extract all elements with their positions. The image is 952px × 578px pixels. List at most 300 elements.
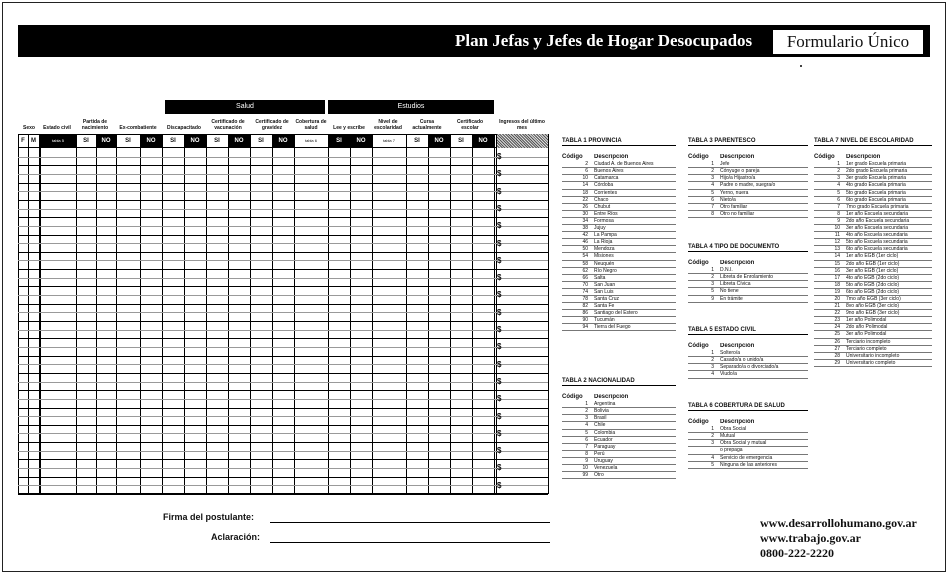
- row-description: Padre o madre, suegra/o: [720, 182, 776, 189]
- row-code: 4: [837, 182, 840, 189]
- grid-subrow-line: [18, 209, 548, 210]
- table-row: [814, 353, 932, 360]
- ingresos-dollar: $: [497, 428, 502, 438]
- table-title: TABLA 7 NIVEL DE ESCOLARIDAD: [814, 138, 932, 146]
- row-description: Perú: [594, 450, 605, 457]
- table-row: [562, 289, 676, 296]
- table-title: TABLA 5 ESTADO CIVIL: [688, 327, 808, 335]
- table-row: [562, 415, 676, 422]
- row-description: Yerno, nuera: [720, 189, 749, 196]
- row-description: La Pampa: [594, 232, 617, 239]
- row-code: 5: [711, 288, 714, 295]
- row-description: 3er año Escuela secundaria: [846, 225, 908, 232]
- table-row: [688, 281, 808, 288]
- description-header: Descripción: [720, 154, 755, 161]
- grid-row-line: [18, 269, 548, 270]
- col-cert-gravidez: Certificado de gravidez: [255, 119, 289, 131]
- grid-column-line: [206, 134, 207, 494]
- row-description: 5to año EGB (2do ciclo): [846, 281, 900, 288]
- row-code: 8: [837, 210, 840, 217]
- row-code: 99: [582, 472, 588, 479]
- table-row: [814, 225, 932, 232]
- row-description: Salta: [594, 274, 606, 281]
- row-code: 4: [711, 454, 714, 461]
- table-row: [814, 218, 932, 225]
- grid-column-line: [450, 134, 451, 494]
- row-description: Tucumán: [594, 317, 615, 324]
- table-row: [688, 462, 808, 469]
- table-header: [814, 154, 932, 160]
- row-description: Misiones: [594, 253, 614, 260]
- row-description: Jujuy: [594, 225, 606, 232]
- firma-line[interactable]: [270, 522, 550, 523]
- row-description: Catamarca: [594, 175, 619, 182]
- partida-no: NO: [96, 134, 116, 148]
- row-description: Paraguay: [594, 443, 616, 450]
- row-code: 25: [834, 331, 840, 338]
- row-code: 12: [834, 239, 840, 246]
- col-ingresos: Ingresos del último mes: [499, 119, 545, 131]
- row-description: Ninguna de las anteriores: [720, 461, 777, 468]
- row-description: 6to grado Escuela primaria: [846, 196, 906, 203]
- row-description: Libreta Cívica: [720, 281, 751, 288]
- row-code: 11: [834, 232, 840, 239]
- group-salud: Salud: [165, 100, 325, 114]
- sexo-m: M: [31, 138, 36, 144]
- grid-column-line: [228, 134, 229, 494]
- row-code: 3: [711, 175, 714, 182]
- table-title: TABLA 4 TIPO DE DOCUMENTO: [688, 244, 808, 252]
- code-header: Código: [688, 260, 709, 267]
- table-row: [562, 317, 676, 324]
- row-description: Separado/a o divorciado/a: [720, 364, 779, 371]
- row-description: Servicio de emergencia: [720, 454, 773, 461]
- table-row: [814, 296, 932, 303]
- row-code: 24: [834, 324, 840, 331]
- grid-column-line: [272, 134, 273, 494]
- table-row: [688, 204, 808, 211]
- grid-column-line: [96, 134, 97, 494]
- table-row: [562, 458, 676, 465]
- row-description: Chubut: [594, 203, 611, 210]
- row-code: 5: [837, 189, 840, 196]
- grid-column-line: [372, 134, 373, 494]
- grid-column-line: [250, 134, 251, 494]
- row-code: 90: [582, 317, 588, 324]
- table-row: [688, 455, 808, 462]
- ingresos-dollar: $: [497, 273, 502, 283]
- row-code: 26: [834, 338, 840, 345]
- row-description: Ecuador: [594, 436, 613, 443]
- row-code: 82: [582, 303, 588, 310]
- grid-column-line: [140, 134, 141, 494]
- row-description: 2do año EGB (1er ciclo): [846, 260, 900, 267]
- grid-row-line: [18, 390, 548, 391]
- table-row: [562, 182, 676, 189]
- lee-si: SI: [328, 134, 350, 148]
- row-description: Universitario incompleto: [846, 352, 900, 359]
- grid-column-line: [162, 134, 163, 494]
- row-description: Santiago del Estero: [594, 310, 638, 317]
- row-description: San Luis: [594, 288, 614, 295]
- ingresos-dollar: $: [497, 307, 502, 317]
- row-description: 8vo año EGB (3er ciclo): [846, 303, 900, 310]
- ingresos-dollar: $: [497, 203, 502, 213]
- table-row: [688, 371, 808, 378]
- row-description: 5to grado Escuela primaria: [846, 189, 906, 196]
- table-row: [562, 465, 676, 472]
- table-row: [562, 401, 676, 408]
- row-code: 1: [711, 350, 714, 357]
- table-row: [562, 472, 676, 479]
- row-code: 23: [834, 317, 840, 324]
- row-code: 7: [585, 443, 588, 450]
- code-header: Código: [688, 343, 709, 350]
- row-code: 22: [834, 310, 840, 317]
- row-description: Nieto/a: [720, 196, 736, 203]
- row-code: 6: [711, 196, 714, 203]
- row-description: Uruguay: [594, 457, 613, 464]
- row-code: 2: [711, 274, 714, 281]
- grid-column-line: [472, 134, 473, 494]
- row-code: 6: [837, 196, 840, 203]
- row-description: Corrientes: [594, 189, 618, 196]
- table-row: [814, 239, 932, 246]
- row-code: 70: [582, 281, 588, 288]
- grid-column-line: [18, 134, 19, 494]
- escolar-si: SI: [458, 138, 464, 144]
- tabla-provincia: [562, 138, 676, 331]
- row-description: No tiene: [720, 288, 739, 295]
- row-description: 2do año Polimodal: [846, 324, 888, 331]
- grid-subrow-line: [18, 399, 548, 400]
- row-code: 18: [582, 189, 588, 196]
- grid-subrow-line: [18, 451, 548, 452]
- grid-row-line: [18, 252, 548, 253]
- table-row: [688, 274, 808, 281]
- gravidez-no: NO: [272, 134, 294, 148]
- row-code: 1: [711, 161, 714, 168]
- col-lee-escribe: Lee y escribe: [333, 125, 365, 131]
- grid-row-line: [18, 494, 548, 495]
- row-code: 14: [834, 253, 840, 260]
- table-row: [562, 437, 676, 444]
- grid-column-line: [328, 134, 329, 494]
- row-code: 16: [834, 267, 840, 274]
- table-row: [688, 426, 808, 433]
- vacun-no: NO: [228, 134, 250, 148]
- url-trabajo: www.trabajo.gov.ar: [760, 531, 861, 545]
- description-header: Descripción: [594, 394, 629, 401]
- table-row: [688, 350, 808, 357]
- sexo-f: F: [21, 138, 25, 144]
- row-code: 14: [582, 182, 588, 189]
- row-description: 1er grado Escuela primaria: [846, 161, 907, 168]
- row-code: 9: [585, 457, 588, 464]
- grid-row-line: [18, 321, 548, 322]
- grid-subrow-line: [18, 260, 548, 261]
- col-sexo: Sexo: [23, 125, 35, 131]
- form-label: Formulario Único: [772, 29, 924, 55]
- table-row: [562, 161, 676, 168]
- row-code: 7: [711, 203, 714, 210]
- row-description: 1er año EGB (1er ciclo): [846, 253, 899, 260]
- ingresos-dollar: $: [497, 186, 502, 196]
- ingresos-dollar: $: [497, 290, 502, 300]
- table-row: [688, 168, 808, 175]
- row-code: [688, 447, 720, 453]
- row-code: 26: [582, 203, 588, 210]
- row-code: 66: [582, 274, 588, 281]
- row-code: 5: [711, 189, 714, 196]
- escolar-no: NO: [472, 134, 494, 148]
- grid-column-line: [350, 134, 351, 494]
- row-description: Casado/a o unido/a: [720, 357, 764, 364]
- ingresos-dollar: $: [497, 255, 502, 265]
- table-row: [562, 232, 676, 239]
- grid-column-line: [116, 134, 117, 494]
- row-code: 78: [582, 295, 588, 302]
- tabla-nivel-escolaridad: [814, 138, 932, 367]
- table-row: [562, 218, 676, 225]
- discap-si: SI: [170, 138, 176, 144]
- row-code: 46: [582, 239, 588, 246]
- table-row: [814, 317, 932, 324]
- row-code: 3: [711, 440, 714, 447]
- ingresos-dollar: $: [497, 325, 502, 334]
- row-code: 2: [585, 161, 588, 168]
- row-description: Obra Social y mutual: [720, 440, 767, 447]
- table-row: [562, 303, 676, 310]
- grid-subrow-line: [18, 174, 548, 175]
- excomb-si: SI: [125, 138, 131, 144]
- row-code: 13: [834, 246, 840, 253]
- ingresos-dollar: $: [497, 411, 502, 421]
- table-row: [814, 360, 932, 367]
- tabla-nacionalidad: [562, 378, 676, 479]
- table-row: [688, 296, 808, 303]
- grid-subrow-line: [18, 347, 548, 348]
- row-description: 7mo grado Escuela primaria: [846, 203, 909, 210]
- ingresos-dollar: $: [497, 480, 502, 490]
- row-description: o prepaga: [720, 447, 743, 454]
- row-code: 22: [582, 196, 588, 203]
- table-header: [688, 260, 808, 266]
- table-row: [562, 175, 676, 182]
- table-row: [562, 261, 676, 268]
- table-row: [814, 324, 932, 331]
- row-code: 10: [582, 465, 588, 472]
- row-code: 2: [585, 408, 588, 415]
- grid-subrow-line: [18, 382, 548, 383]
- row-description: Chile: [594, 422, 606, 429]
- row-description: 6to año EGB (2do ciclo): [846, 288, 900, 295]
- row-description: Hijo/a Hijastro/a: [720, 175, 756, 182]
- table-row: [688, 190, 808, 197]
- row-code: 2: [711, 433, 714, 440]
- row-code: 6: [585, 168, 588, 175]
- grid-row-line: [18, 442, 548, 443]
- table-row: [562, 168, 676, 175]
- row-description: Buenos Aires: [594, 168, 624, 175]
- row-description: 4to grado Escuela primaria: [846, 182, 906, 189]
- table-title: TABLA 2 NACIONALIDAD: [562, 378, 676, 386]
- grid-column-line: [40, 134, 41, 494]
- table-row: [814, 289, 932, 296]
- table-header: [562, 394, 676, 400]
- grid-column-line: [428, 134, 429, 494]
- row-description: Formosa: [594, 217, 614, 224]
- row-code: 8: [711, 210, 714, 217]
- grid-row-line: [18, 286, 548, 287]
- row-description: Santa Fe: [594, 303, 615, 310]
- description-header: Descripción: [720, 260, 755, 267]
- table-row: [814, 275, 932, 282]
- grid-subrow-line: [18, 295, 548, 296]
- row-description: San Juan: [594, 281, 616, 288]
- ingresos-hatch: [496, 134, 548, 148]
- aclaracion-line[interactable]: [270, 542, 550, 543]
- table-row: [814, 197, 932, 204]
- row-code: 1: [837, 161, 840, 168]
- row-code: 9: [711, 295, 714, 302]
- table-row: [562, 324, 676, 331]
- row-description: Venezuela: [594, 465, 618, 472]
- ingresos-dollar: $: [497, 394, 502, 404]
- table-row: [562, 204, 676, 211]
- row-code: 54: [582, 253, 588, 260]
- grid-column-line: [294, 134, 295, 494]
- row-description: Otro: [594, 472, 604, 479]
- table-row: [688, 175, 808, 182]
- grid-column-line: [184, 134, 185, 494]
- row-description: Libreta de Enrolamiento: [720, 274, 774, 281]
- description-header: Descripción: [720, 419, 755, 426]
- table-row: [814, 303, 932, 310]
- row-code: 9: [837, 217, 840, 224]
- table-row: [814, 211, 932, 218]
- grid-row-line: [18, 477, 548, 478]
- table-row: [562, 296, 676, 303]
- row-description: 7mo año EGB (3er ciclo): [846, 295, 901, 302]
- row-description: Ciudad A. de Buenos Aires: [594, 161, 654, 168]
- table-row: [562, 211, 676, 218]
- code-header: Código: [814, 154, 835, 161]
- grid-row-line: [18, 235, 548, 236]
- grid-subrow-line: [18, 157, 548, 158]
- grid-subrow-line: [18, 191, 548, 192]
- grid-row-line: [18, 356, 548, 357]
- table-row: [562, 430, 676, 437]
- table-row: [562, 408, 676, 415]
- table-row: [814, 339, 932, 346]
- form-title: Plan Jefas y Jefes de Hogar Desocupados: [455, 31, 753, 50]
- row-code: 1: [585, 401, 588, 408]
- row-description: 1er año Polimodal: [846, 317, 887, 324]
- col-excombatiente: Ex-combatiente: [119, 125, 157, 131]
- table-title: TABLA 3 PARENTESCO: [688, 138, 808, 146]
- grid-subrow-line: [18, 226, 548, 227]
- tabla-tipo-documento: [688, 244, 808, 303]
- description-header: Descripción: [846, 154, 881, 161]
- table-row: [688, 357, 808, 364]
- table-row: [562, 282, 676, 289]
- grid-column-line: [76, 134, 77, 494]
- table-row: [688, 440, 808, 447]
- table-header: [688, 343, 808, 349]
- table-row: [814, 190, 932, 197]
- row-code: 38: [582, 225, 588, 232]
- table-row: [814, 182, 932, 189]
- row-description: Bolivia: [594, 408, 609, 415]
- col-cursa: Cursa actualmente: [412, 119, 442, 131]
- col-discapacitado: Discapacitado: [167, 125, 201, 131]
- cursa-no: NO: [428, 134, 450, 148]
- row-code: 3: [585, 415, 588, 422]
- aclaracion-label: Aclaración:: [211, 532, 261, 542]
- group-estudios: Estudios: [328, 100, 494, 114]
- ingresos-dollar: $: [497, 221, 502, 231]
- table-row: [814, 310, 932, 317]
- tabla-estado-civil: [688, 327, 808, 379]
- row-description: Otro no familiar: [720, 210, 755, 217]
- table-row: [562, 310, 676, 317]
- excomb-no: NO: [140, 134, 162, 148]
- grid-subrow-line: [18, 278, 548, 279]
- grid-subrow-line: [18, 468, 548, 469]
- gravidez-si: SI: [258, 138, 264, 144]
- row-description: D.N.I.: [720, 267, 733, 274]
- ingresos-dollar: $: [497, 152, 502, 161]
- row-code: 30: [582, 210, 588, 217]
- table-row: [814, 253, 932, 260]
- row-description: Obra Social: [720, 426, 747, 433]
- row-code: 2: [711, 357, 714, 364]
- row-description: Brasil: [594, 415, 607, 422]
- table-row: [814, 268, 932, 275]
- row-description: Mutual: [720, 433, 736, 440]
- grid-row-line: [18, 408, 548, 409]
- row-code: 4: [711, 371, 714, 378]
- grid-row-line: [18, 304, 548, 305]
- table-row: [562, 246, 676, 253]
- row-description: Terciario incompleto: [846, 338, 891, 345]
- row-code: 6: [585, 436, 588, 443]
- grid-row-line: [18, 165, 548, 166]
- table-row: [688, 267, 808, 274]
- table-row: [814, 282, 932, 289]
- table-row: [688, 182, 808, 189]
- row-description: Neuquén: [594, 260, 615, 267]
- row-description: 1er año Escuela secundaria: [846, 210, 908, 217]
- grid-subrow-line: [18, 330, 548, 331]
- grid-subrow-line: [18, 485, 548, 486]
- table-row: [814, 331, 932, 338]
- row-description: Entre Ríos: [594, 210, 618, 217]
- row-code: 34: [582, 217, 588, 224]
- table-row: [562, 253, 676, 260]
- row-description: 3er grado Escuela primaria: [846, 175, 907, 182]
- row-description: En trámite: [720, 295, 743, 302]
- table-row: [562, 239, 676, 246]
- code-header: Código: [688, 419, 709, 426]
- table-row: [814, 175, 932, 182]
- table-row: [562, 197, 676, 204]
- row-description: Jefe: [720, 161, 730, 168]
- ingresos-dollar: $: [497, 359, 502, 369]
- row-description: Universitario completo: [846, 359, 896, 366]
- row-code: 2: [837, 168, 840, 175]
